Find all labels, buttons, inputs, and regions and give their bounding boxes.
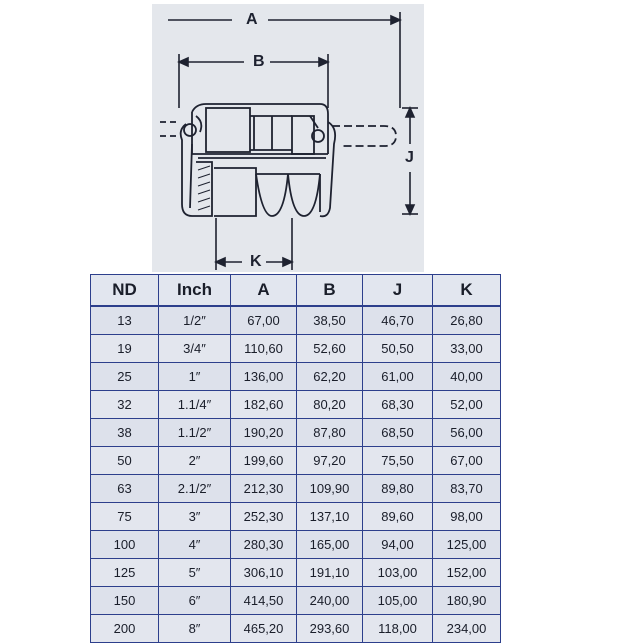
cell-nd: 63: [91, 475, 159, 503]
cell-k: 52,00: [433, 391, 501, 419]
cell-b: 109,90: [297, 475, 363, 503]
cell-inch: 3″: [159, 503, 231, 531]
cell-inch: 1/2″: [159, 306, 231, 335]
cell-inch: 1.1/2″: [159, 419, 231, 447]
cell-a: 212,30: [231, 475, 297, 503]
cell-nd: 125: [91, 559, 159, 587]
cell-a: 110,60: [231, 335, 297, 363]
cell-inch: 8″: [159, 615, 231, 643]
header-j: J: [363, 275, 433, 307]
cell-j: 75,50: [363, 447, 433, 475]
header-a: A: [231, 275, 297, 307]
header-b: B: [297, 275, 363, 307]
cell-inch: 2″: [159, 447, 231, 475]
cell-nd: 32: [91, 391, 159, 419]
cell-j: 50,50: [363, 335, 433, 363]
cell-nd: 50: [91, 447, 159, 475]
header-k: K: [433, 275, 501, 307]
dimension-a-line: [168, 12, 400, 108]
table-row: [91, 447, 501, 475]
cell-nd: 75: [91, 503, 159, 531]
dimension-j-label: J: [405, 149, 414, 166]
coupling-drawing: [152, 4, 424, 272]
cell-a: 280,30: [231, 531, 297, 559]
cell-j: 89,80: [363, 475, 433, 503]
cell-a: 67,00: [231, 306, 297, 335]
cell-k: 40,00: [433, 363, 501, 391]
table-row: [91, 531, 501, 559]
cell-j: 68,50: [363, 419, 433, 447]
cell-b: 97,20: [297, 447, 363, 475]
table-row: [91, 306, 501, 335]
cell-b: 62,20: [297, 363, 363, 391]
cell-k: 234,00: [433, 615, 501, 643]
cell-inch: 5″: [159, 559, 231, 587]
cell-b: 191,10: [297, 559, 363, 587]
table-row: [91, 559, 501, 587]
cell-inch: 1.1/4″: [159, 391, 231, 419]
cell-a: 465,20: [231, 615, 297, 643]
table-body: [91, 306, 501, 643]
cell-b: 52,60: [297, 335, 363, 363]
dimension-b-label: B: [253, 53, 265, 70]
cell-j: 118,00: [363, 615, 433, 643]
cell-nd: 200: [91, 615, 159, 643]
cell-nd: 25: [91, 363, 159, 391]
table-row: [91, 391, 501, 419]
cell-inch: 2.1/2″: [159, 475, 231, 503]
cell-inch: 1″: [159, 363, 231, 391]
cell-a: 252,30: [231, 503, 297, 531]
table-row: [91, 503, 501, 531]
cell-k: 26,80: [433, 306, 501, 335]
table-row: [91, 615, 501, 643]
cell-b: 293,60: [297, 615, 363, 643]
cell-k: 125,00: [433, 531, 501, 559]
cell-nd: 38: [91, 419, 159, 447]
dimension-table: [90, 274, 501, 643]
cell-nd: 13: [91, 306, 159, 335]
cell-a: 306,10: [231, 559, 297, 587]
cell-b: 87,80: [297, 419, 363, 447]
cell-inch: 4″: [159, 531, 231, 559]
cell-k: 56,00: [433, 419, 501, 447]
cell-j: 89,60: [363, 503, 433, 531]
cell-j: 103,00: [363, 559, 433, 587]
cell-k: 180,90: [433, 587, 501, 615]
cell-b: 137,10: [297, 503, 363, 531]
cell-j: 68,30: [363, 391, 433, 419]
cell-k: 33,00: [433, 335, 501, 363]
cell-a: 136,00: [231, 363, 297, 391]
cell-b: 165,00: [297, 531, 363, 559]
cell-a: 414,50: [231, 587, 297, 615]
table-row: [91, 363, 501, 391]
header-nd: ND: [91, 275, 159, 307]
header-inch: Inch: [159, 275, 231, 307]
cell-a: 182,60: [231, 391, 297, 419]
cell-inch: 6″: [159, 587, 231, 615]
cell-b: 38,50: [297, 306, 363, 335]
cell-a: 190,20: [231, 419, 297, 447]
table-header-row: [91, 275, 501, 307]
cell-k: 98,00: [433, 503, 501, 531]
cell-a: 199,60: [231, 447, 297, 475]
cell-k: 152,00: [433, 559, 501, 587]
table-row: [91, 587, 501, 615]
table-row: [91, 419, 501, 447]
dimension-a-label: A: [246, 11, 258, 28]
cell-nd: 100: [91, 531, 159, 559]
table-row: [91, 475, 501, 503]
coupling-body: [160, 104, 396, 216]
dimension-k-label: K: [250, 253, 262, 270]
cell-inch: 3/4″: [159, 335, 231, 363]
table-row: [91, 335, 501, 363]
coupling-diagram: [152, 4, 424, 272]
cell-b: 80,20: [297, 391, 363, 419]
cell-j: 94,00: [363, 531, 433, 559]
cell-j: 61,00: [363, 363, 433, 391]
cell-j: 46,70: [363, 306, 433, 335]
cell-k: 67,00: [433, 447, 501, 475]
cell-nd: 150: [91, 587, 159, 615]
cell-k: 83,70: [433, 475, 501, 503]
cell-j: 105,00: [363, 587, 433, 615]
cell-nd: 19: [91, 335, 159, 363]
cell-b: 240,00: [297, 587, 363, 615]
